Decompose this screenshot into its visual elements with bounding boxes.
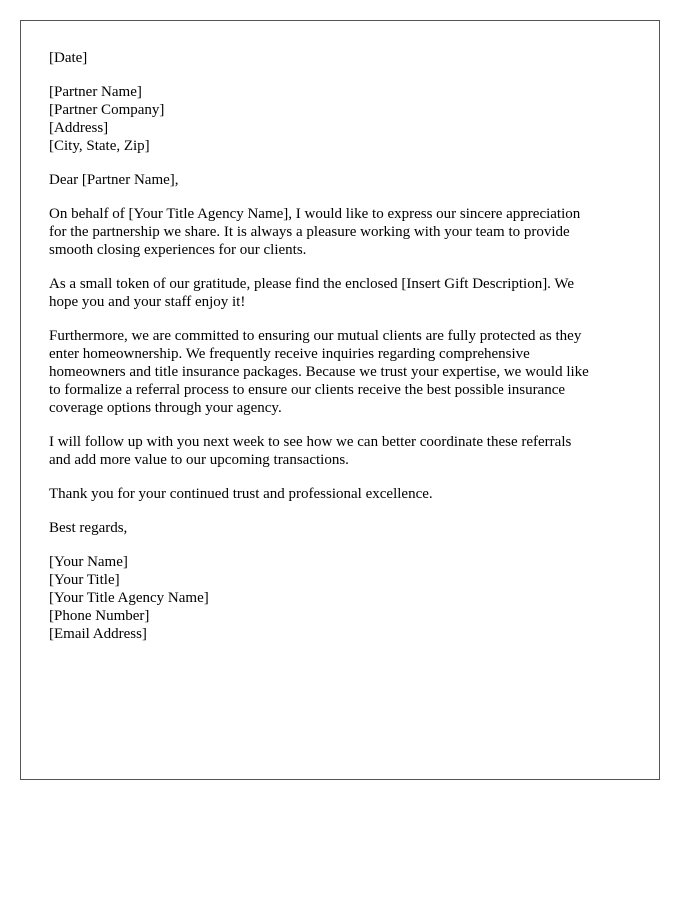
paragraph-line: coverage options through your agency. (49, 400, 282, 416)
signature-title: [Your Title] (49, 572, 120, 588)
letter-page (20, 20, 660, 780)
signature-block (49, 553, 639, 643)
paragraph-gift (49, 275, 639, 311)
signature-agency: [Your Title Agency Name] (49, 590, 209, 606)
letter-body (49, 49, 639, 659)
date-block (49, 49, 639, 67)
paragraph-line: On behalf of [Your Title Agency Name], I would like to express our sincere appreciation (49, 206, 581, 222)
recipient-company: [Partner Company] (49, 102, 165, 118)
paragraph-line: and add more value to our upcoming transactions. (49, 452, 349, 468)
paragraph-line: As a small token of our gratitude, please find the enclosed [Insert Gift Description]. We (49, 276, 575, 292)
signature-name: [Your Name] (49, 554, 128, 570)
paragraph-line: Furthermore, we are committed to ensuring our mutual clients are fully protected as they (49, 328, 582, 344)
recipient-address: [Address] (49, 120, 109, 136)
salutation: Dear [Partner Name], (49, 172, 179, 188)
paragraph-line: Thank you for your continued trust and professional excellence. (49, 486, 433, 502)
paragraph-appreciation (49, 205, 639, 259)
signature-email: [Email Address] (49, 626, 147, 642)
recipient-address-block (49, 83, 639, 155)
paragraph-line: for the partnership we share. It is always a pleasure working with your team to provide (49, 224, 570, 240)
paragraph-line: homeowners and title insurance packages. Because we trust your expertise, we would like (49, 364, 589, 380)
paragraph-line: smooth closing experiences for our clients. (49, 242, 307, 258)
salutation-block (49, 171, 639, 189)
closing-block (49, 519, 639, 537)
recipient-name: [Partner Name] (49, 84, 142, 100)
paragraph-line: to formalize a referral process to ensure our clients receive the best possible insurance (49, 382, 566, 398)
letter-date: [Date] (49, 50, 88, 66)
signature-phone: [Phone Number] (49, 608, 150, 624)
paragraph-referral (49, 327, 639, 417)
paragraph-line: enter homeownership. We frequently receive inquiries regarding comprehensive (49, 346, 530, 362)
closing: Best regards, (49, 520, 128, 536)
paragraph-follow-up (49, 433, 639, 469)
paragraph-thanks (49, 485, 639, 503)
paragraph-line: hope you and your staff enjoy it! (49, 294, 246, 310)
paragraph-line: I will follow up with you next week to see how we can better coordinate these referrals (49, 434, 572, 450)
recipient-city-state-zip: [City, State, Zip] (49, 138, 150, 154)
